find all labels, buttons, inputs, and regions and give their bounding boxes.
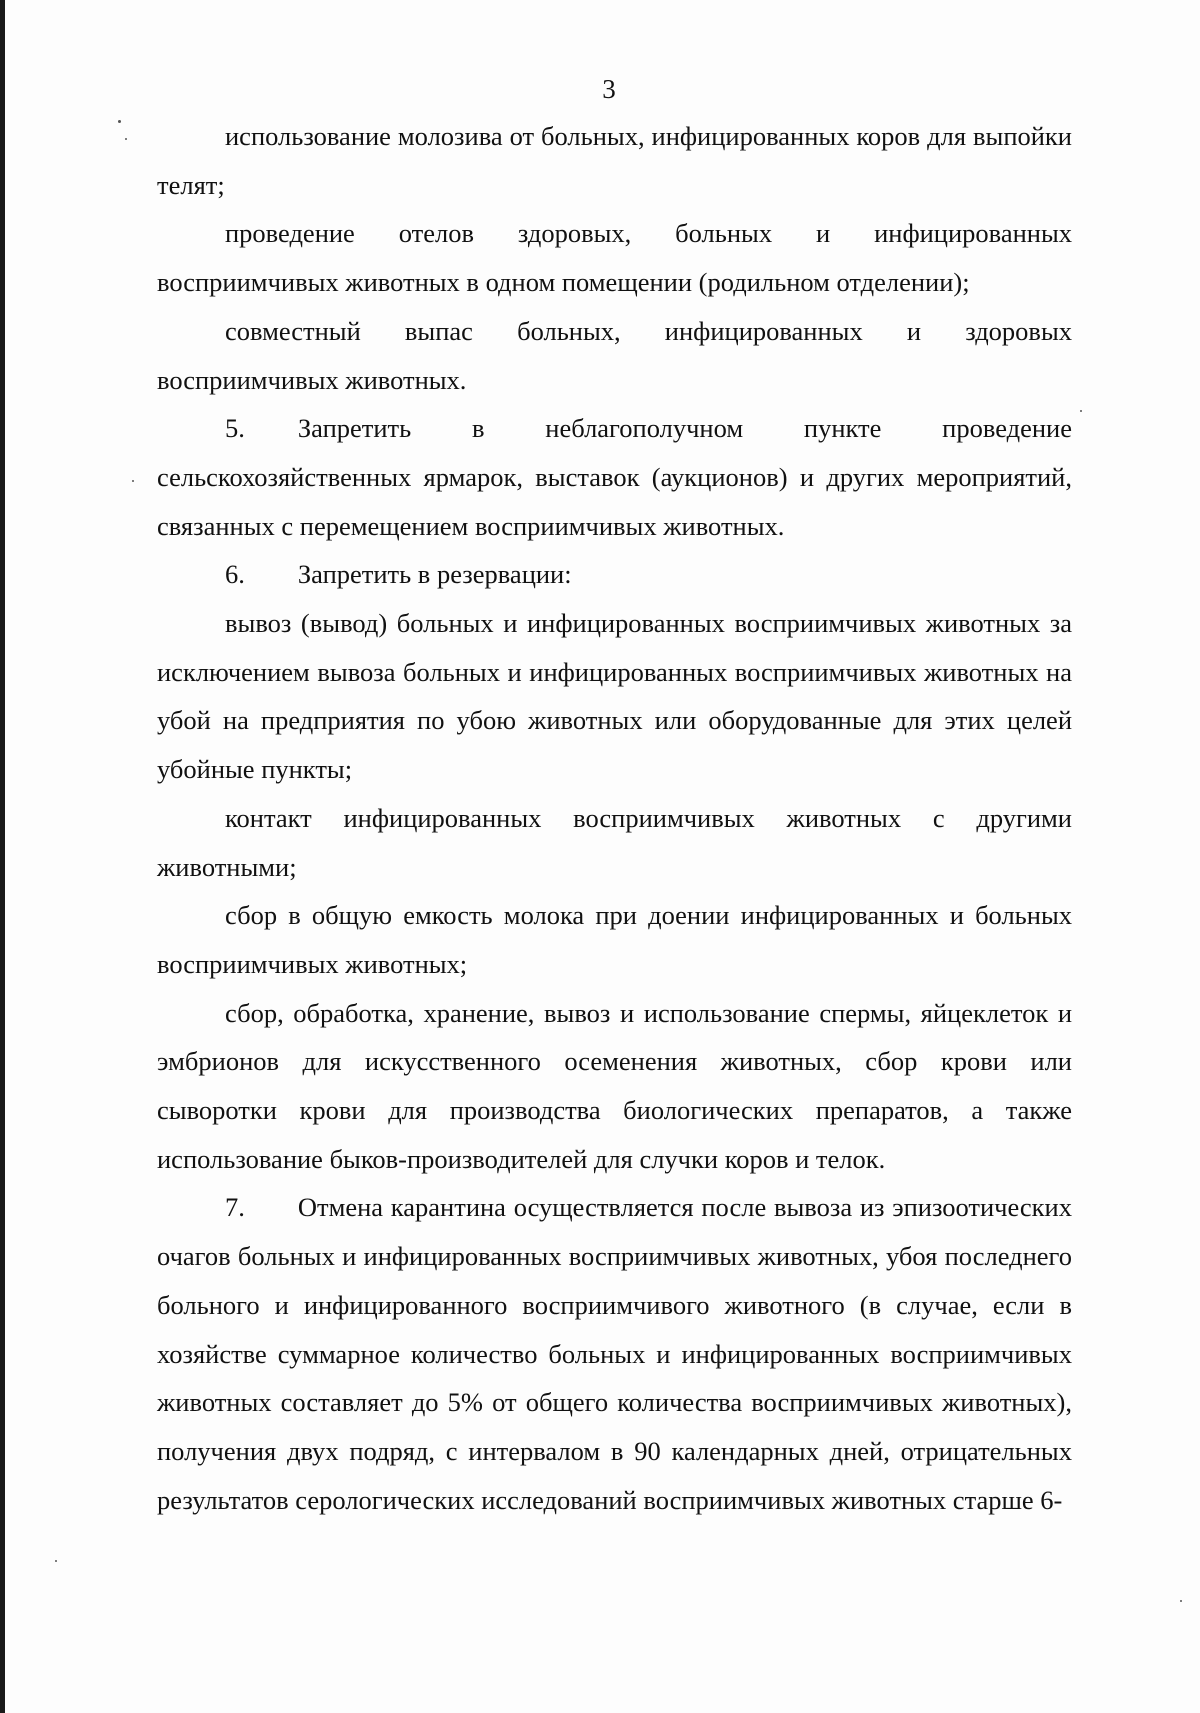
paragraph-item-6: 6. Запретить в резервации: (225, 559, 572, 590)
paragraph-grazing: совместный выпас больных, инфицированных и здоровых восприимчивых животных. (157, 315, 1072, 395)
paragraph-contact: контакт инфицированных восприимчивых животных с другими животными; (157, 802, 1072, 882)
paragraph-item-5: 5. Запретить в неблагополучном пункте проведение сельскохозяйственных ярмарок, выставок (аукционов) и других мероприятий, связанных с перемещением восприимчивых животных. (157, 413, 1072, 541)
paragraph-colostrum: использование молозива от больных, инфицированных коров для выпойки телят; (157, 121, 1072, 200)
paragraph-milk: сбор в общую емкость молока при доении инфицированных и больных восприимчивых животных; (157, 900, 1072, 979)
scan-speck (125, 138, 127, 140)
paragraph-removal: вывоз (вывод) больных и инфицированных восприимчивых животных за исключением вывоза больных и инфицированных восприимчивых животных на убой на предприятия по убою животных или оборудованные для этих целей убойные пункты; (157, 608, 1072, 785)
scan-speck (118, 120, 121, 123)
scan-speck (1080, 410, 1082, 412)
paragraph-calving: проведение отелов здоровых, больных и инфицированных восприимчивых животных в одном помещении (родильном отделении); (157, 218, 1072, 298)
scan-speck (1180, 1600, 1182, 1602)
page-number: 3 (602, 74, 616, 104)
document-body (157, 112, 1072, 1524)
scan-speck (55, 1560, 57, 1562)
scan-speck (132, 480, 134, 482)
scan-edge (0, 0, 5, 1713)
paragraph-semen: сбор, обработка, хранение, вывоз и использование спермы, яйцеклеток и эмбрионов для искусственного осеменения животных, сбор крови или сыворотки крови для производства биологических препаратов, а также использование быков-производителей для случки коров и телок. (157, 997, 1072, 1174)
paragraph-item-7: 7. Отмена карантина осуществляется после вывоза из эпизоотических очагов больных и инфицированных восприимчивых животных, убоя последнего больного и инфицированного восприимчивого животного (в случае, если в хозяйстве суммарное количество больных и инфицированных восприимчивых животных составляет до 5% от общего количества восприимчивых животных), получения двух подряд, с интервалом в 90 календарных дней, отрицательных результатов серологических исследований восприимчивых животных старше 6- (157, 1192, 1072, 1515)
